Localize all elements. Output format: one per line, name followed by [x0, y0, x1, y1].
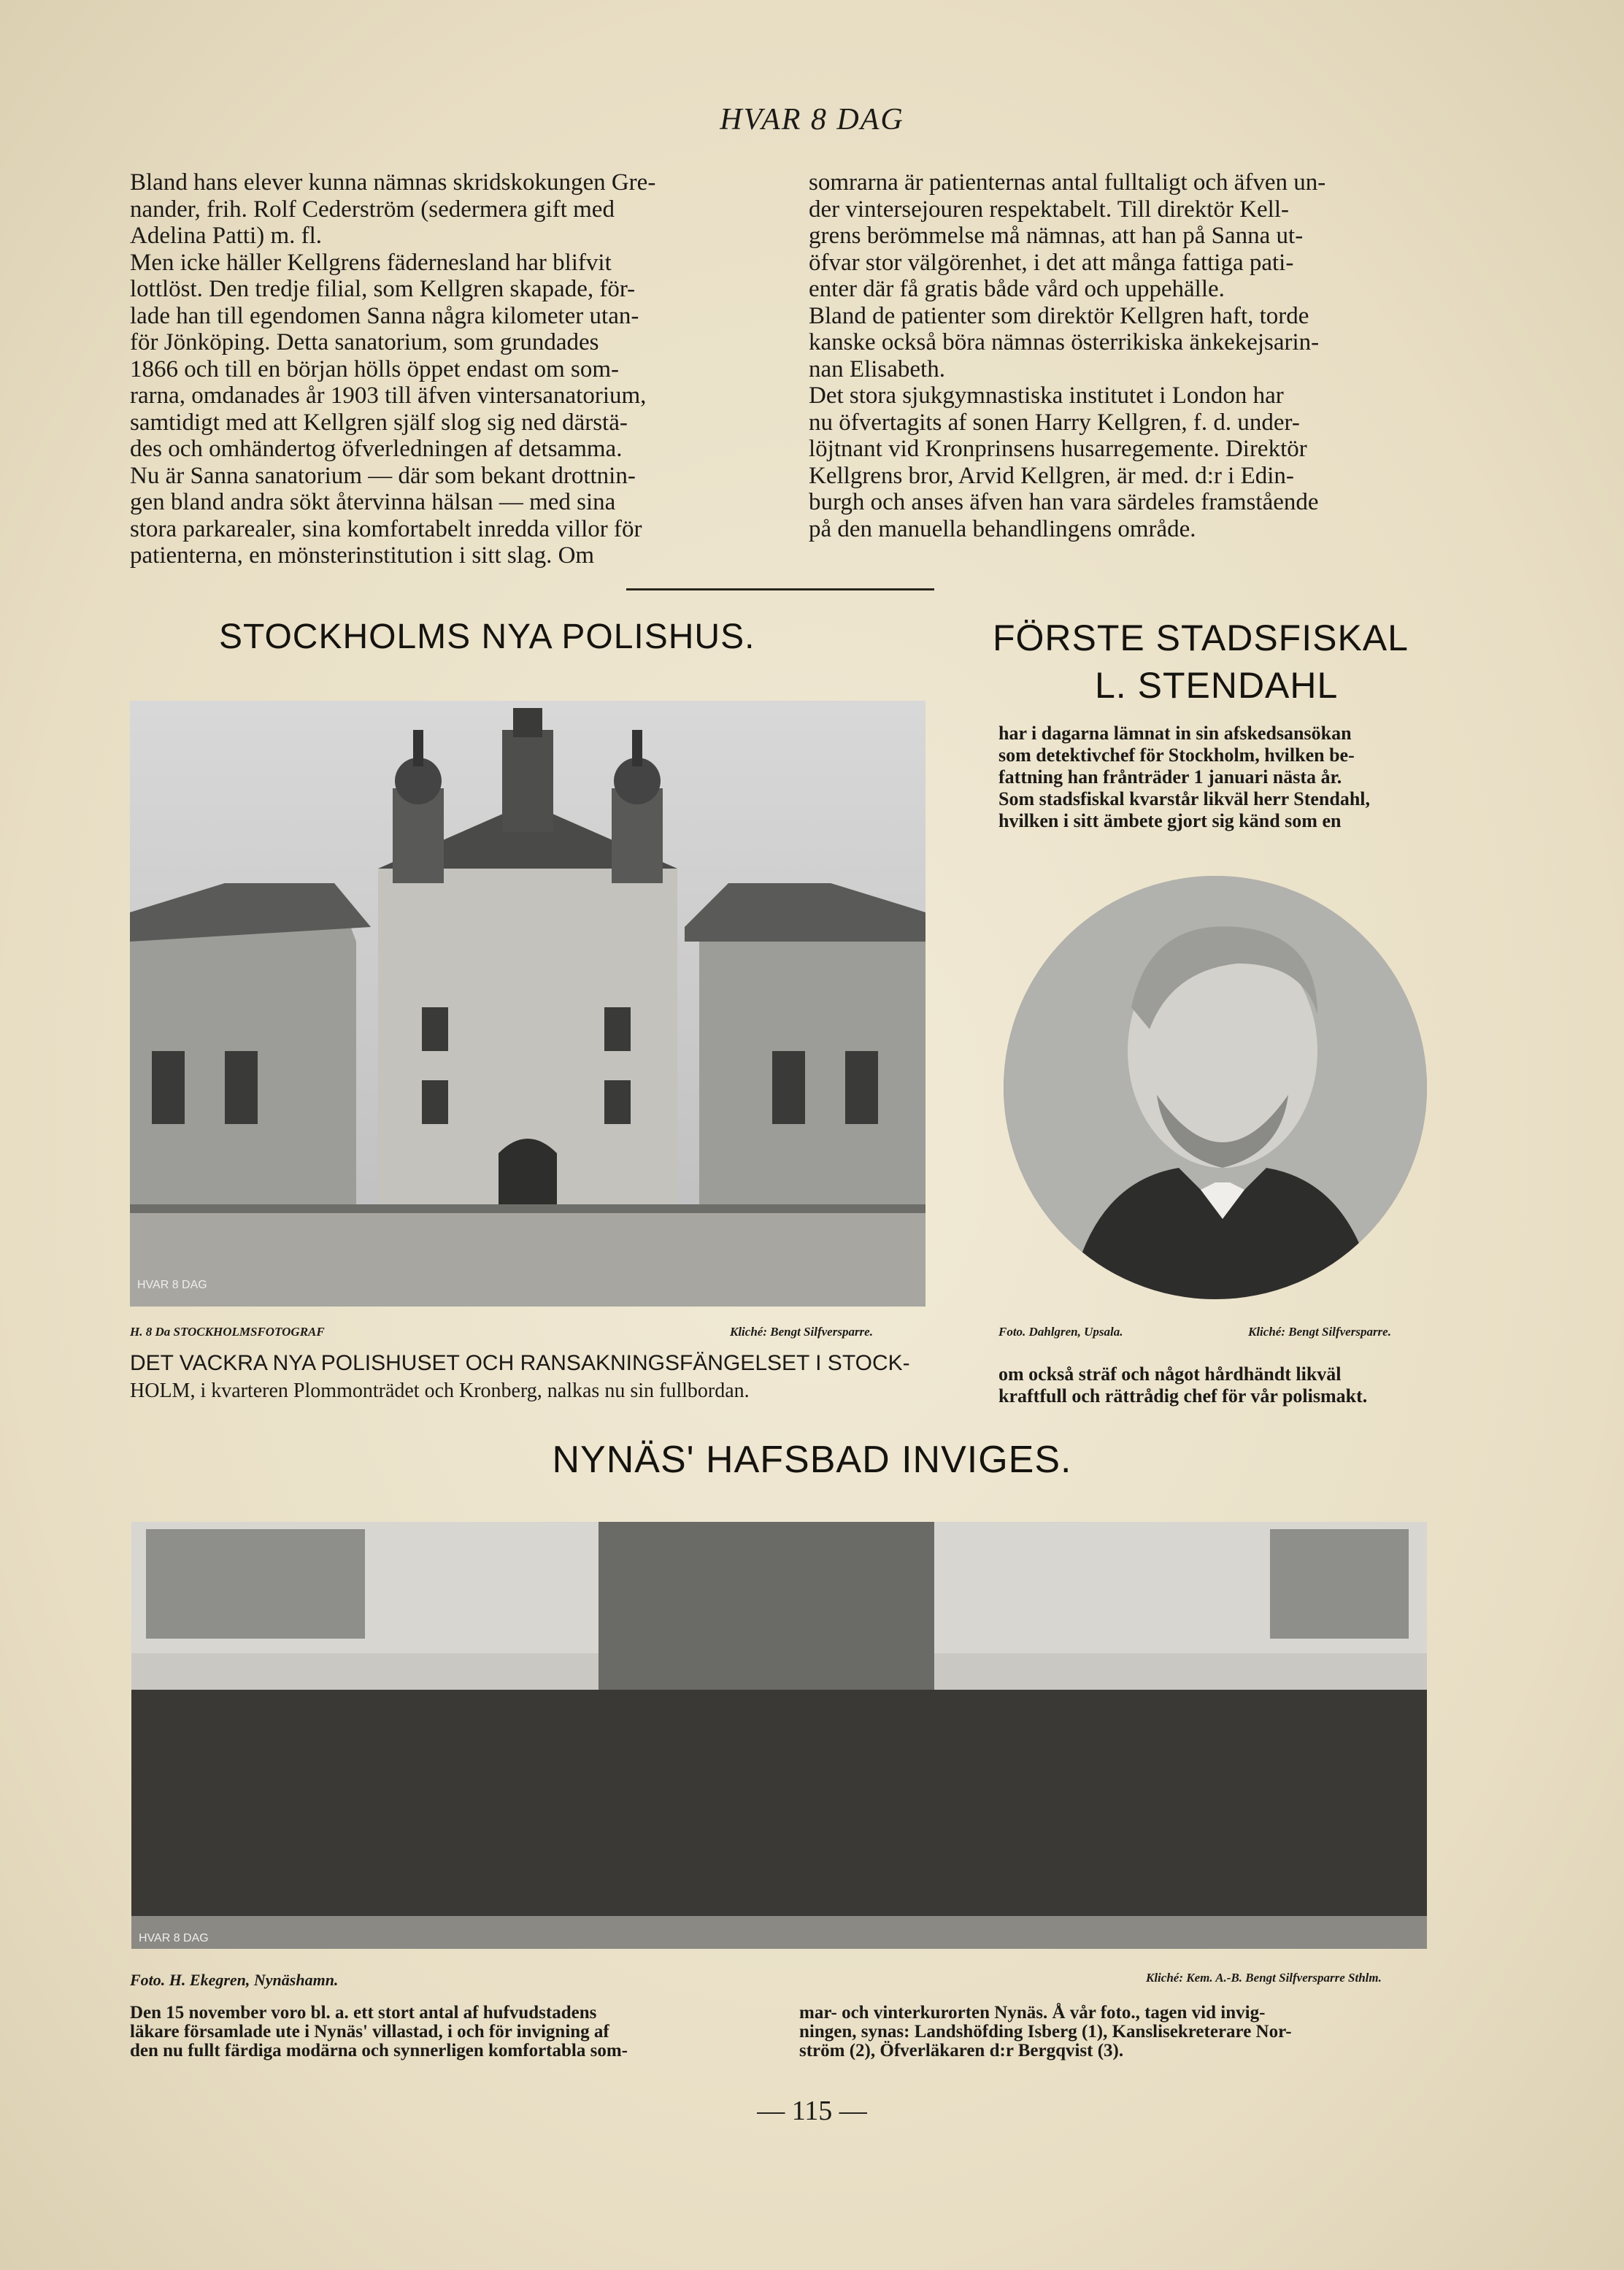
- nynas-caption-left: Den 15 november voro bl. a. ett stort antal af hufvudstadens läkare församlade ute i Nynäs' villastad, i och för invigning af den nu fullt färdiga modärna och synnerligen komfortabla som-: [130, 2003, 628, 2061]
- nynas-caption-right: mar- och vinterkurorten Nynäs. Å vår foto., tagen vid invig- ningen, synas: Landshöfding Isberg (1), Kanslisekreterare Nor- ström (2), Öfverläkaren d:r Bergqvist (3).: [799, 2003, 1292, 2061]
- divider-rule: [626, 588, 934, 590]
- police-photo-credit-right: Kliché: Bengt Silfversparre.: [730, 1325, 873, 1339]
- nynas-group-illustration: [131, 1522, 1427, 1949]
- nynas-section-title: NYNÄS' HAFSBAD INVIGES.: [552, 1439, 1072, 1481]
- nynas-photo-credit-right: Kliché: Kem. A.-B. Bengt Silfversparre Sthlm.: [1146, 1971, 1382, 1985]
- police-house-illustration: [130, 701, 925, 1307]
- police-photo-watermark: HVAR 8 DAG: [137, 1279, 207, 1291]
- stendahl-text-continued: om också sträf och något hårdhändt likväl kraftfull och rättrådig chef för vår polismakt.: [998, 1363, 1368, 1407]
- stendahl-text: har i dagarna lämnat in sin afskedsansökan som detektivchef för Stockholm, hvilken be- fattning han frånträder 1 januari nästa år. Som stadsfiskal kvarstår likväl herr Stendahl, hvilken i sitt ämbete gjort sig känd som en: [998, 723, 1371, 831]
- page-number: — 115 —: [757, 2096, 867, 2126]
- stendahl-portrait-illustration: [1004, 876, 1427, 1299]
- nynas-group-photo: [131, 1522, 1427, 1949]
- stendahl-title-line1: FÖRSTE STADSFISKAL: [993, 617, 1409, 658]
- police-section-title: STOCKHOLMS NYA POLISHUS.: [219, 617, 755, 656]
- police-photo-credit-left: H. 8 Da STOCKHOLMSFOTOGRAF: [130, 1325, 325, 1339]
- stendahl-photo-credit-left: Foto. Dahlgren, Upsala.: [998, 1325, 1123, 1339]
- page-header: HVAR 8 DAG: [720, 103, 904, 136]
- article-column-left: Bland hans elever kunna nämnas skridskokungen Gre- nander, frih. Rolf Cederström (sedermera gift med Adelina Patti) m. fl. Men icke häller Kellgrens fädernesland har blifvit lottlöst. Den tredje filial, som Kellgren skapade, för- lade han till egendomen Sanna några kilometer utan- för Jönköping. Detta sanatorium, som grundades 1866 och till en början hölls öppet endast om som- rarna, omdanades år 1903 till äfven vintersanatorium, samtidigt med att Kellgren själf slog sig ned därstä- des och omhändertog öfverledningen af detsamma. Nu är Sanna sanatorium — där som bekant drottnin- gen bland andra sökt återvinna hälsan — med sina stora parkarealer, sina komfortabelt inredda villor för patienterna, en mönsterinstitution i sitt slag. Om: [130, 169, 656, 569]
- stendahl-title-line2: L. STENDAHL: [1095, 665, 1339, 706]
- stendahl-portrait: [1004, 876, 1427, 1299]
- nynas-photo-watermark: HVAR 8 DAG: [139, 1932, 209, 1944]
- police-house-photo: [130, 701, 925, 1307]
- police-caption-rest: HOLM, i kvarteren Plommonträdet och Kronberg, nalkas nu sin fullbordan.: [130, 1380, 750, 1402]
- nynas-photo-credit-left: Foto. H. Ekegren, Nynäshamn.: [130, 1971, 339, 1989]
- police-caption-caps: DET VACKRA NYA POLISHUSET OCH RANSAKNINGSFÄNGELSET I STOCK-: [130, 1351, 910, 1375]
- article-column-right: somrarna är patienternas antal fulltaligt och äfven un- der vintersejouren respektabelt. Till direktör Kell- grens berömmelse må nämnas, att han på Sanna ut- öfvar stor välgörenhet, i det att många fattiga pati- enter där få gratis både vård och uppehälle. Bland de patienter som direktör Kellgren haft, torde kanske också böra nämnas österrikiska änkekejsarin- nan Elisabeth. Det stora sjukgymnastiska institutet i London har nu öfvertagits af sonen Harry Kellgren, f. d. under- löjtnant vid Kronprinsens husarregemente. Direktör Kellgrens bror, Arvid Kellgren, är med. d:r i Edin- burgh och anses äfven han vara särdeles framstående på den manuella behandlingens område.: [809, 169, 1326, 542]
- stendahl-photo-credit-right: Kliché: Bengt Silfversparre.: [1248, 1325, 1391, 1339]
